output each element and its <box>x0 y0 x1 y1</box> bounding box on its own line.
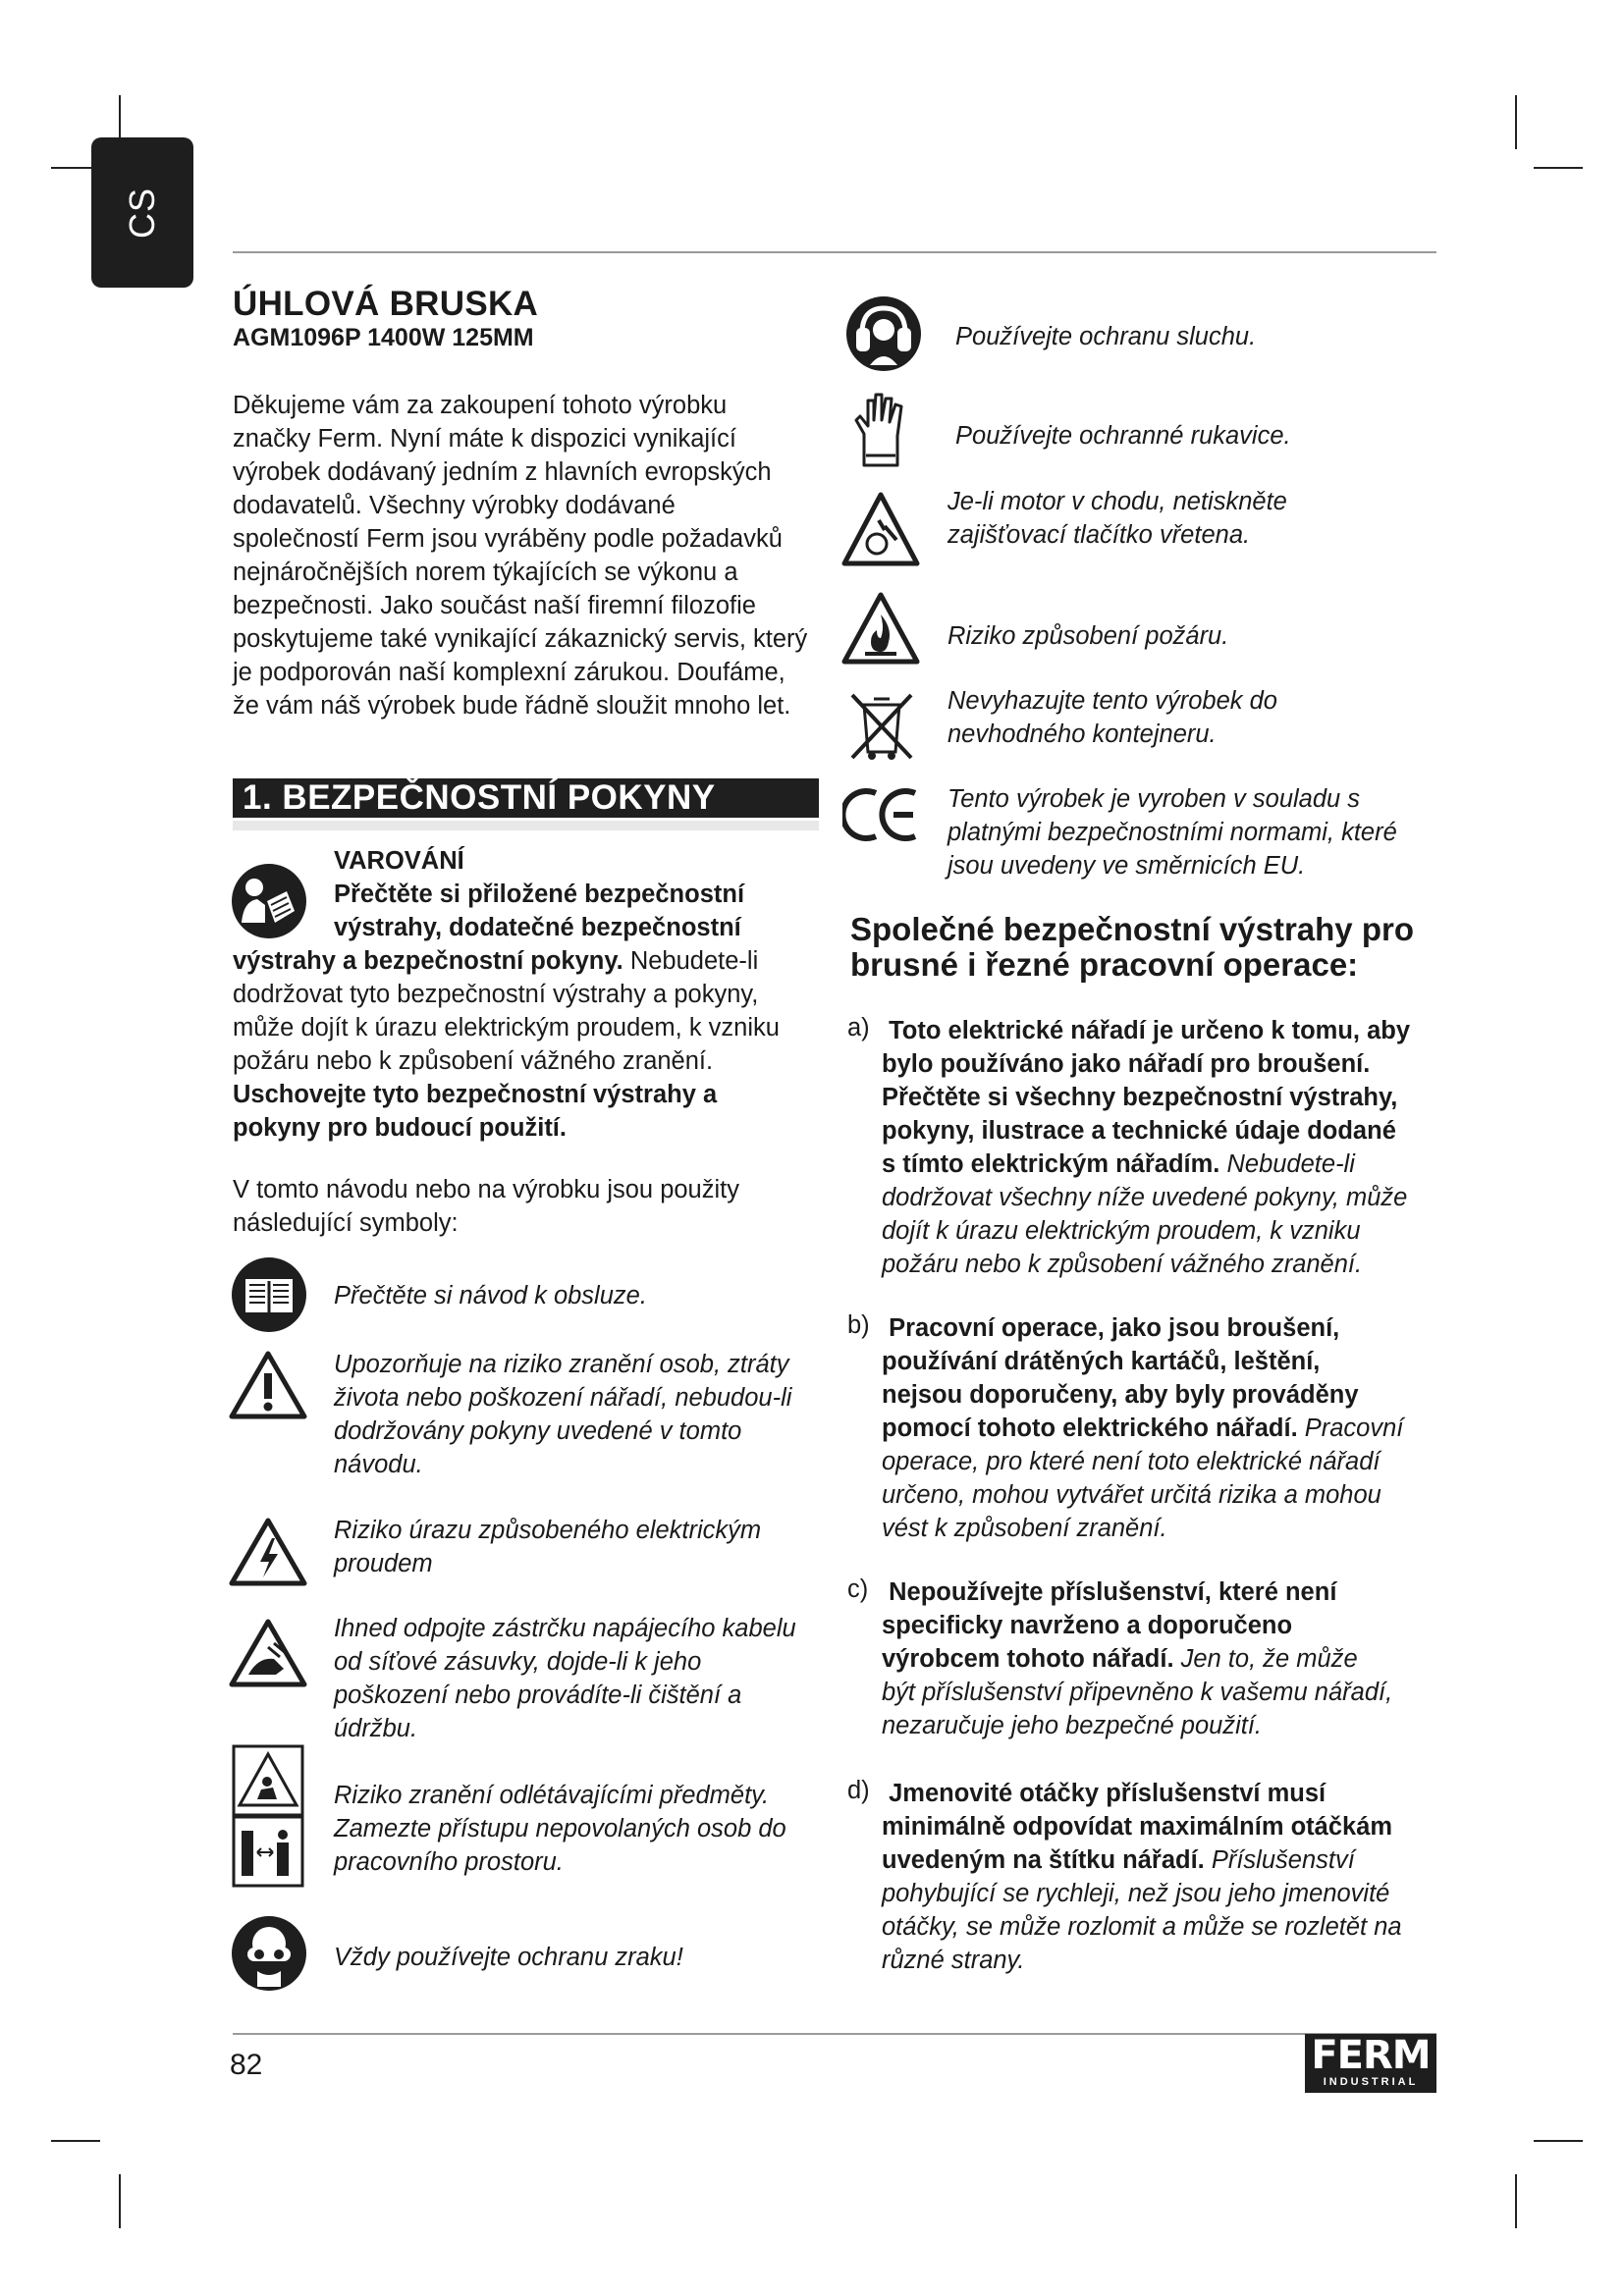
text-line: pohybující se rychleji, než jsou jeho jmenovité <box>882 1880 1390 1907</box>
bold-text: Jmenovité otáčky příslušenství musí <box>889 1780 1326 1807</box>
text-line: Používejte ochranu sluchu. <box>955 323 1257 350</box>
symbol-description <box>947 684 1277 751</box>
text-line: jsou uvedeny ve směrnicích EU. <box>947 852 1306 880</box>
text-line: brusné i řezné pracovní operace: <box>850 946 1359 983</box>
text-line: minimálně odpovídat maximálním otáčkám <box>882 1813 1393 1841</box>
bold-text: pomocí tohoto elektrického nářadí. <box>882 1415 1298 1442</box>
symbol-description <box>947 485 1287 552</box>
list-marker: d) <box>847 1777 870 1804</box>
intro-paragraph <box>233 389 832 722</box>
crop-mark <box>1515 95 1517 149</box>
top-rule <box>233 251 1436 253</box>
text-line: Uschovejte tyto bezpečnostní výstrahy a <box>233 1081 718 1108</box>
warning-paragraph <box>233 944 832 1145</box>
text-line: Vždy používejte ochranu zraku! <box>334 1944 683 1971</box>
text-line: Ihned odpojte zástrčku napájecího kabelu <box>334 1615 796 1642</box>
text-line: V tomto návodu nebo na výrobku jsou použity <box>233 1176 739 1203</box>
crop-mark <box>1534 2140 1583 2142</box>
text-line <box>882 1412 1471 1445</box>
text-line: určeno, mohou vytvářet určitá rizika a mohou <box>882 1481 1381 1509</box>
bold-text: uvedeným na štítku nářadí. <box>882 1846 1205 1874</box>
bottom-rule <box>233 2033 1436 2035</box>
symbol-description <box>955 419 1291 453</box>
text-line: výrobek dodávaný jedním z hlavních evropských <box>233 458 772 486</box>
list-marker: a) <box>847 1014 870 1041</box>
normal-text: Nebudete-li <box>623 947 759 975</box>
eye-protection-icon <box>230 1914 308 1993</box>
symbol-description <box>947 619 1228 653</box>
text-line <box>882 1575 1471 1609</box>
unplug-icon <box>229 1618 307 1688</box>
symbol-description <box>334 1779 786 1879</box>
text-line: od síťové zásuvky, dojde-li k jeho <box>334 1648 702 1676</box>
warning-triangle-icon <box>229 1350 307 1420</box>
electric-shock-icon <box>229 1517 307 1587</box>
symbol-description <box>334 1514 761 1580</box>
symbols-intro <box>233 1173 832 1240</box>
section-heading: 1. BEZPEČNOSTNÍ POKYNY <box>233 778 819 818</box>
text-line: platnými bezpečnostními normami, které <box>947 819 1397 846</box>
text-line: Děkujeme vám za zakoupení tohoto výrobku <box>233 392 728 419</box>
text-line: Upozorňuje na riziko zranění osob, ztráty <box>334 1351 789 1378</box>
text-line: nejnáročnějších norem týkajících se výkonu a <box>233 559 738 586</box>
text-line: Přečtěte si všechny bezpečnostní výstrahy, <box>882 1084 1398 1111</box>
text-line: Riziko úrazu způsobeného elektrickým <box>334 1517 762 1544</box>
text-line: společností Ferm jsou vyráběny podle požadavků <box>233 525 783 553</box>
text-line: života nebo poškození nářadí, nebudou-li <box>334 1384 792 1412</box>
italic-text: Jen to, že může <box>1173 1645 1358 1673</box>
text-line: nevhodného kontejneru. <box>947 721 1217 748</box>
warning-label: VAROVÁNÍ <box>334 847 464 875</box>
crop-mark <box>1515 2174 1517 2228</box>
text-line: různé strany. <box>882 1947 1025 1974</box>
text-line: Používejte ochranné rukavice. <box>955 422 1291 450</box>
text-line: používání drátěných kartáčů, leštění, <box>882 1348 1321 1375</box>
logo-tagline: INDUSTRIAL <box>1323 2076 1419 2088</box>
crop-mark <box>51 2140 100 2142</box>
text-line: návodu. <box>334 1451 423 1478</box>
read-manual-icon <box>230 862 308 940</box>
crop-mark <box>119 2174 121 2228</box>
spindle-lock-warning-icon <box>841 491 920 569</box>
text-line: může dojít k úrazu elektrickým proudem, k vzniku <box>233 1014 780 1041</box>
product-model: AGM1096P 1400W 125MM <box>233 324 534 351</box>
symbol-description <box>334 1279 647 1312</box>
text-line: poškození nebo provádíte-li čištění a <box>334 1682 742 1709</box>
text-line: značky Ferm. Nyní máte k dispozici vynikající <box>233 425 736 453</box>
text-line: Nevyhazujte tento výrobek do <box>947 687 1277 715</box>
section-heading-shadow <box>233 821 819 830</box>
text-line: bezpečnosti. Jako součást naší firemní filozofie <box>233 592 756 619</box>
text-line: proudem <box>334 1550 433 1577</box>
bold-text: Nepoužívejte příslušenství, které není <box>889 1578 1337 1606</box>
symbol-description <box>955 320 1256 353</box>
text-line: nezaručuje jeho bezpečné použití. <box>882 1712 1263 1739</box>
weee-bin-icon <box>846 687 917 764</box>
text-line: požáru nebo k způsobení vážného zranění. <box>233 1047 714 1075</box>
text-line: Je-li motor v chodu, netiskněte <box>947 488 1287 515</box>
text-line <box>882 1311 1471 1345</box>
text-line: specificky navrženo a doporučeno <box>882 1612 1293 1639</box>
text-line: nejsou doporučeny, aby byly prováděny <box>882 1381 1359 1409</box>
gloves-icon <box>850 391 911 469</box>
section-subheading <box>850 912 1414 983</box>
text-line: následující symboly: <box>233 1209 459 1237</box>
product-title: ÚHLOVÁ BRUSKA <box>233 285 539 323</box>
italic-text: Pracovní <box>1297 1415 1404 1442</box>
list-item <box>882 1575 1471 1742</box>
list-item <box>882 1014 1471 1281</box>
symbol-description <box>334 1612 796 1745</box>
warning-text-line: výstrahy, dodatečné bezpečnostní <box>334 914 741 941</box>
text-line: Tento výrobek je vyroben v souladu s <box>947 785 1361 813</box>
text-line: Riziko způsobení požáru. <box>947 622 1229 650</box>
text-line: je podporován naší komplexní zárukou. Doufáme, <box>233 659 785 686</box>
list-marker: c) <box>847 1575 869 1603</box>
logo-brand: FERM <box>1311 2033 1431 2078</box>
text-line: otáčky, se může rozlomit a může se rozletět na <box>882 1913 1402 1941</box>
language-tab <box>91 137 193 288</box>
language-code: CS <box>122 187 162 239</box>
text-line: že vám náš výrobek bude řádně sloužit mnoho let. <box>233 692 791 720</box>
text-line: bylo používáno jako nářadí pro broušení. <box>882 1050 1371 1078</box>
text-line <box>882 1642 1471 1676</box>
symbol-description <box>334 1348 791 1481</box>
flying-debris-icon <box>232 1744 304 1888</box>
text-line: vést k způsobení zranění. <box>882 1515 1167 1542</box>
text-line: Společné bezpečnostní výstrahy pro <box>850 911 1414 947</box>
text-line: Riziko zranění odlétávajícími předměty. <box>334 1782 770 1809</box>
symbol-description <box>334 1941 683 1974</box>
crop-mark <box>1534 167 1583 169</box>
list-item <box>882 1777 1471 1977</box>
text-line: být příslušenství připevněno k vašemu nářadí, <box>882 1679 1393 1706</box>
warning-text-line: Přečtěte si přiložené bezpečnostní <box>334 881 745 908</box>
bold-text: Toto elektrické nářadí je určeno k tomu, aby <box>889 1017 1411 1044</box>
list-marker: b) <box>847 1311 870 1339</box>
bold-text: Pracovní operace, jako jsou broušení, <box>889 1314 1340 1342</box>
ear-protection-icon <box>844 294 923 373</box>
bold-text: výstrahy a bezpečnostní pokyny. <box>233 947 623 975</box>
text-line: poskytujeme také vynikající zákaznický servis, který <box>233 625 808 653</box>
page-number: 82 <box>230 2049 263 2081</box>
text-line <box>882 1777 1471 1810</box>
text-line: údržbu. <box>334 1715 418 1742</box>
text-line: Zamezte přístupu nepovolaných osob do <box>334 1815 786 1842</box>
text-line: dodržovány pokyny uvedené v tomto <box>334 1417 742 1445</box>
text-line: pracovního prostoru. <box>334 1848 564 1876</box>
fire-hazard-icon <box>841 591 920 666</box>
text-line <box>882 1843 1471 1877</box>
ferm-logo <box>1305 2034 1436 2093</box>
text-line: dodržovat tyto bezpečnostní výstrahy a pokyny, <box>233 981 759 1008</box>
bold-text: s tímto elektrickým nářadím. <box>882 1150 1220 1178</box>
text-line: Přečtěte si návod k obsluze. <box>334 1282 647 1309</box>
text-line: pokyny pro budoucí použití. <box>233 1114 567 1142</box>
list-item <box>882 1311 1471 1545</box>
ce-mark-icon <box>842 785 921 844</box>
bold-text: výrobcem tohoto nářadí. <box>882 1645 1174 1673</box>
text-line <box>882 1148 1471 1181</box>
manual-book-icon <box>230 1255 308 1334</box>
text-line: dojít k úrazu elektrickým proudem, k vzniku <box>882 1217 1361 1245</box>
italic-text: Příslušenství <box>1204 1846 1355 1874</box>
text-line <box>882 1014 1471 1047</box>
text-line: dodavatelů. Všechny výrobky dodávané <box>233 492 676 519</box>
symbol-description <box>947 782 1397 882</box>
text-line: zajišťovací tlačítko vřetena. <box>947 521 1251 549</box>
text-line: operace, pro které není toto elektrické nářadí <box>882 1448 1380 1475</box>
text-line: požáru nebo k způsobení vážného zranění. <box>882 1251 1363 1278</box>
text-line: pokyny, ilustrace a technické údaje dodané <box>882 1117 1396 1145</box>
text-line <box>233 944 832 978</box>
text-line: dodržovat všechny níže uvedené pokyny, může <box>882 1184 1408 1211</box>
italic-text: Nebudete-li <box>1219 1150 1355 1178</box>
